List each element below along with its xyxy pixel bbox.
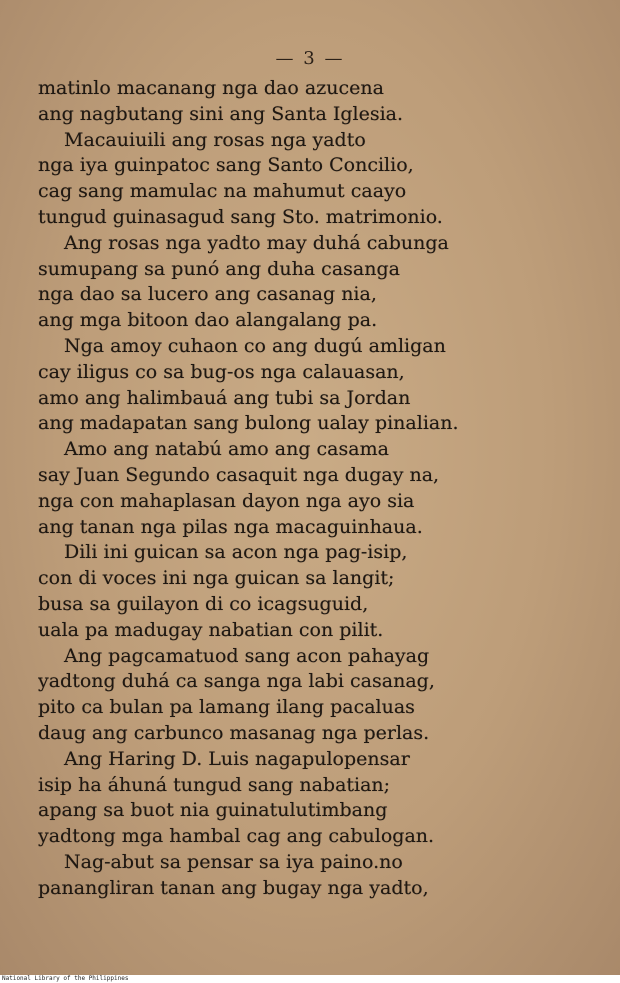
poem-line: cay iligus co sa bug-os nga calauasan, <box>38 360 405 383</box>
page-number: — 3 — <box>275 48 345 69</box>
poem-line: ang tanan nga pilas nga macaguinhaua. <box>38 515 423 538</box>
poem-line: nga dao sa lucero ang casanag nia, <box>38 283 377 306</box>
poem-line: ang nagbutang sini ang Santa Iglesia. <box>38 102 404 125</box>
poem-text-body <box>38 76 598 902</box>
poem-line: isip ha áhuná tungud sang nabatian; <box>38 773 391 796</box>
poem-line: sumupang sa punó ang duha casanga <box>38 257 400 280</box>
poem-line: con di voces ini nga guican sa langit; <box>38 567 395 590</box>
poem-line: panangliran tanan ang bugay nga yadto, <box>38 876 429 899</box>
poem-line: yadtong mga hambal cag ang cabulogan. <box>38 825 435 848</box>
poem-line: apang sa buot nia guinatulutimbang <box>38 799 388 822</box>
poem-line: Ang pagcamatuod sang acon pahayag <box>64 644 430 667</box>
poem-line: matinlo macanang nga dao azucena <box>38 77 384 99</box>
poem-line: busa sa guilayon di co icagsuguid, <box>38 592 369 615</box>
poem-line: Ang Haring D. Luis nagapulopensar <box>64 747 410 770</box>
poem-line: ang mga bitoon dao alangalang pa. <box>38 309 378 332</box>
poem-line: Ang rosas nga yadto may duhá cabunga <box>64 231 449 254</box>
poem-line: say Juan Segundo casaquit nga dugay na, <box>38 463 440 486</box>
poem-line: Dili ini guican sa acon nga pag-isip, <box>64 541 408 564</box>
poem-line: tungud guinasagud sang Sto. matrimonio. <box>38 205 443 228</box>
poem-line: amo ang halimbauá ang tubi sa Jordan <box>38 386 411 409</box>
poem-line: uala pa madugay nabatian con pilit. <box>38 618 384 641</box>
poem-line: Nga amoy cuhaon co ang dugú amligan <box>64 334 446 357</box>
poem-line: Amo ang natabú amo ang casama <box>64 438 389 461</box>
poem-line: daug ang carbunco masanag nga perlas. <box>38 721 430 744</box>
poem-line: yadtong duhá ca sanga nga labi casanag, <box>38 670 435 693</box>
library-credit: National Library of the Philippines <box>2 975 129 982</box>
poem-line: nga iya guinpatoc sang Santo Concilio, <box>38 154 414 177</box>
poem-line: Macauiuili ang rosas nga yadto <box>64 128 366 151</box>
poem-line: ang madapatan sang bulong ualay pinalian. <box>38 412 459 435</box>
poem-line: nga con mahaplasan dayon nga ayo sia <box>38 489 415 512</box>
poem-line: pito ca bulan pa lamang ilang pacaluas <box>38 696 415 719</box>
poem-line: Nag-abut sa pensar sa iya paino.no <box>64 850 403 873</box>
poem-line: cag sang mamulac na mahumut caayo <box>38 180 407 203</box>
